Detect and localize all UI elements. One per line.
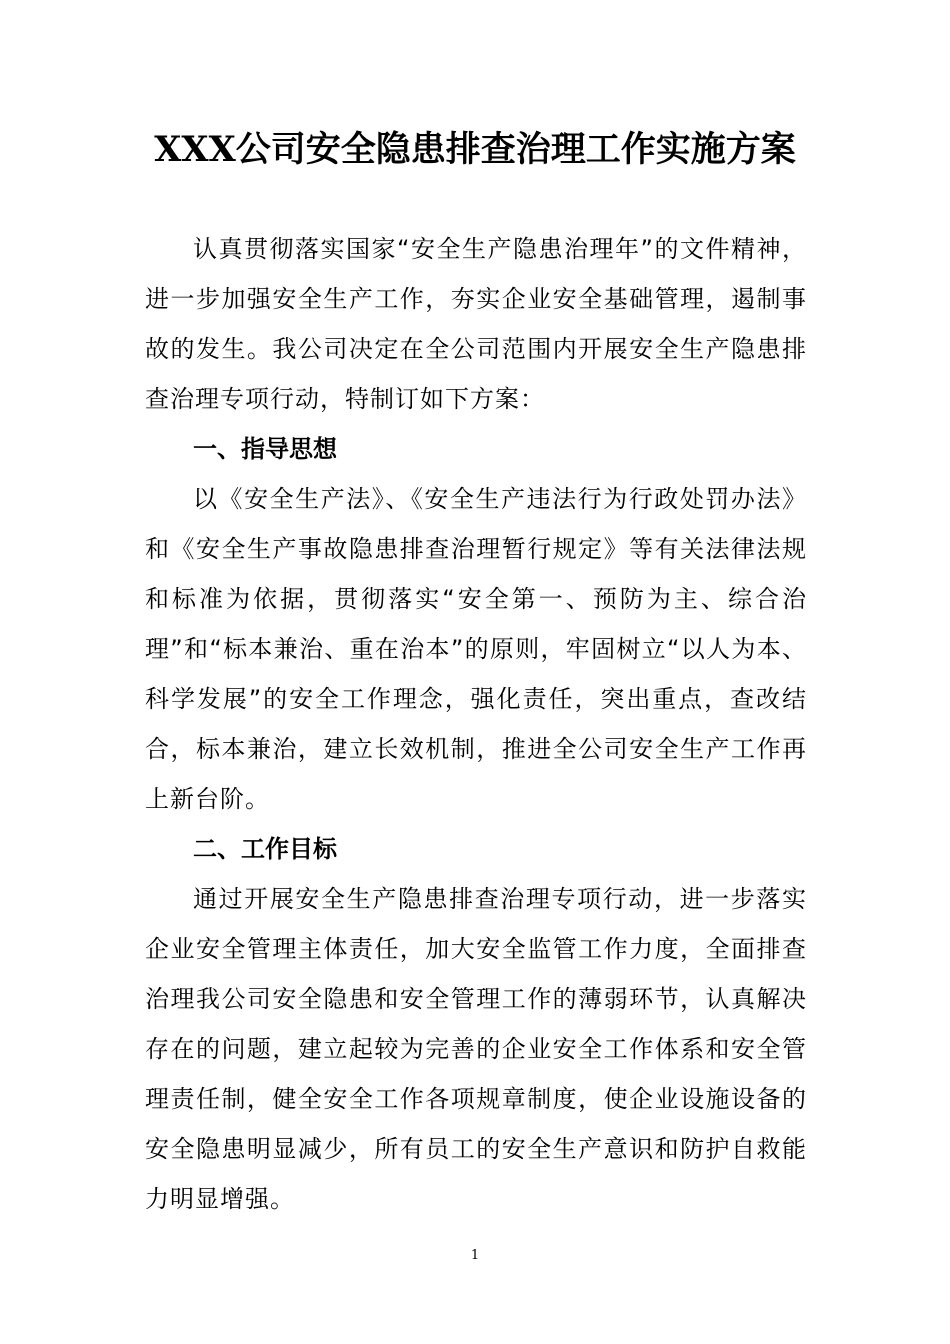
document-body (145, 224, 807, 1224)
section-heading-work-goals: 二、工作目标 (193, 835, 337, 863)
section-paragraph-work-goals: 通过开展安全生产隐患排查治理专项行动，进一步落实企业安全管理主体责任，加大安全监管工作力度，全面排查治理我公司安全隐患和安全管理工作的薄弱环节，认真解决存在的问题，建立起较为完善的企业安全工作体系和安全管理责任制，健全安全工作各项规章制度，使企业设施设备的安全隐患明显减少，所有员工的安全生产意识和防护自救能力明显增强。 (145, 885, 807, 1213)
intro-paragraph: 认真贯彻落实国家“安全生产隐患治理年”的文件精神，进一步加强安全生产工作，夯实企业安全基础管理，遏制事故的发生。我公司决定在全公司范围内开展安全生产隐患排查治理专项行动，特制订如下方案： (145, 235, 807, 413)
document-title: XXX公司安全隐患排查治理工作实施方案 (154, 129, 796, 170)
page-number: 1 (470, 1248, 480, 1263)
section-heading-guiding-ideology: 一、指导思想 (193, 435, 337, 463)
section-paragraph-guiding-ideology: 以《安全生产法》、《安全生产违法行为行政处罚办法》和《安全生产事故隐患排查治理暂行规定》等有关法律法规和标准为依据，贯彻落实“安全第一、预防为主、综合治理”和“标本兼治、重在治本”的原则，牢固树立“以人为本、科学发展”的安全工作理念，强化责任，突出重点，查改结合，标本兼治，建立长效机制，推进全公司安全生产工作再上新台阶。 (145, 485, 807, 813)
